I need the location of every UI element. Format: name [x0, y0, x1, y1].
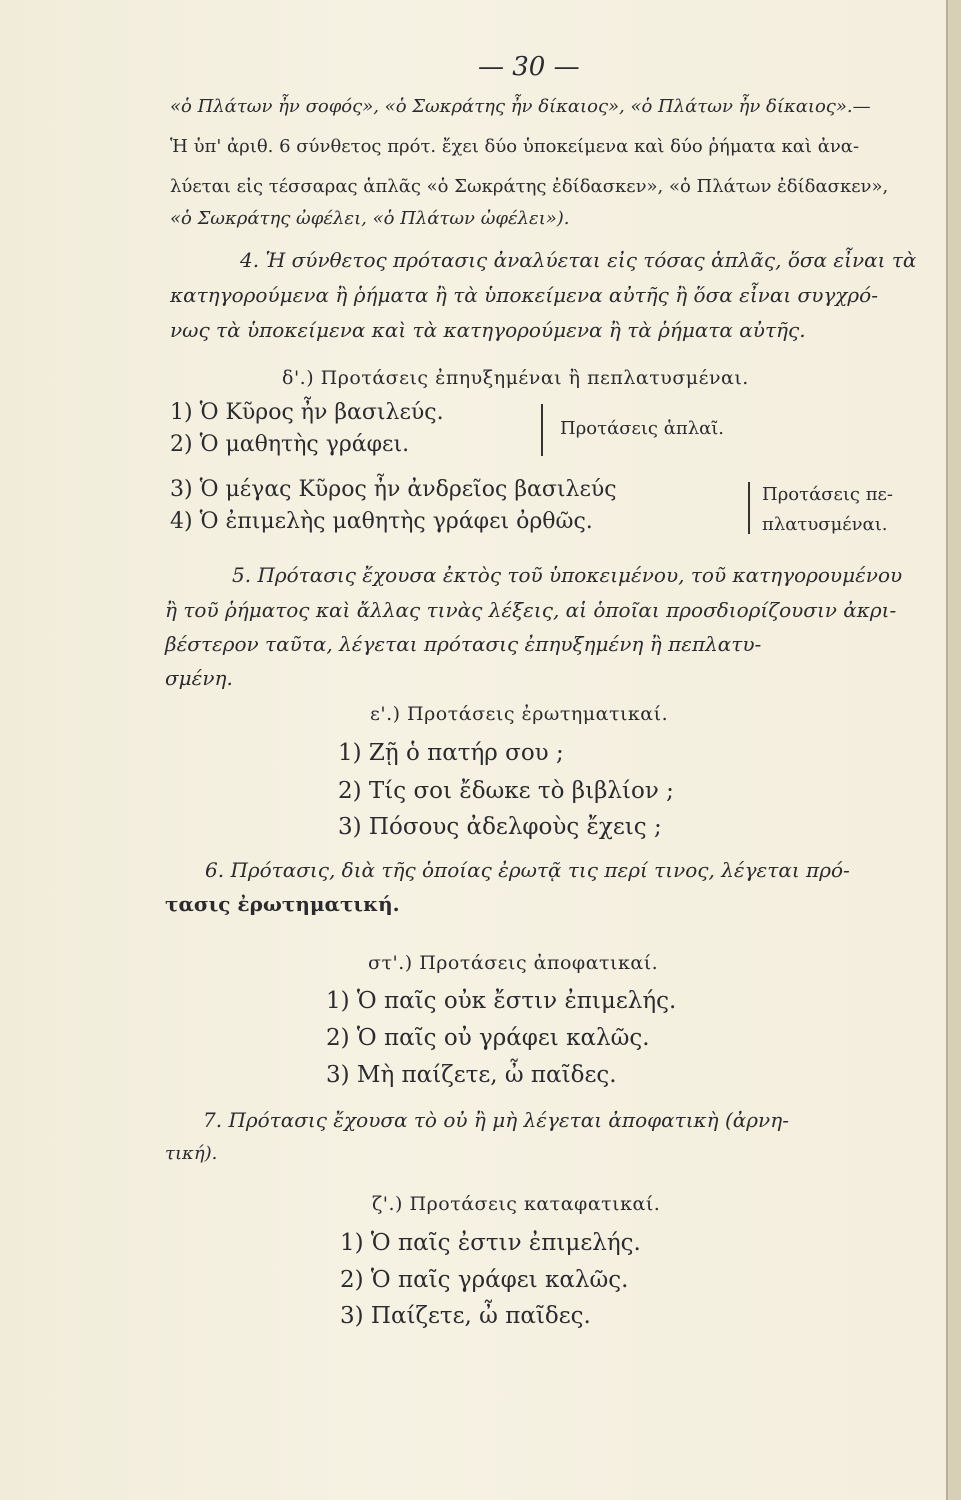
section-e-example-3: 3) Πόσους ἀδελφοὺς ἔχεις ; [338, 814, 662, 840]
label-simple: Προτάσεις ἁπλαῖ. [560, 418, 725, 439]
rule4-line-2: κατηγορούμενα ἢ ῥήματα ἢ τὰ ὑποκείμενα αὐτῆς ἢ ὅσα εἶναι συγχρό- [170, 283, 878, 307]
rule4-line-1: 4. Ἡ σύνθετος πρότασις ἀναλύεται εἰς τόσας ἁπλᾶς, ὅσα εἶναι τὰ [240, 248, 917, 272]
rule5-line-4: σμένη. [165, 666, 233, 690]
rule5-line-1: 5. Πρότασις ἔχουσα ἐκτὸς τοῦ ὑποκειμένου, τοῦ κατηγορουμένου [232, 563, 903, 587]
section-z-heading: ζ'.) Προτάσεις καταφατικαί. [372, 1193, 661, 1215]
intro-line-1: «ὁ Πλάτων ἦν σοφός», «ὁ Σωκράτης ἦν δίκαιος», «ὁ Πλάτων ἦν δίκαιος».— [170, 96, 871, 117]
rule5-line-3: βέστερον ταῦτα, λέγεται πρότασις ἐπηυξημένη ἢ πεπλατυ- [165, 632, 762, 656]
section-e-example-1: 1) Ζῇ ὁ πατήρ σου ; [338, 740, 564, 766]
section-d-example-2: 2) Ὁ μαθητὴς γράφει. [170, 432, 410, 457]
rule7-line-1: 7. Πρότασις ἔχουσα τὸ οὐ ἢ μὴ λέγεται ἀποφατικὴ (ἀρνη- [203, 1108, 789, 1132]
section-st-example-3: 3) Μὴ παίζετε, ὦ παῖδες. [326, 1062, 617, 1088]
intro-line-4: «ὁ Σωκράτης ὠφέλει, «ὁ Πλάτων ὠφέλει»). [170, 208, 570, 229]
section-d-heading: δ'.) Προτάσεις ἐπηυξημέναι ἢ πεπλατυσμέναι. [282, 367, 749, 389]
section-e-example-2: 2) Τίς σοι ἔδωκε τὸ βιβλίον ; [338, 778, 674, 804]
brace-extended [748, 482, 750, 534]
section-st-example-2: 2) Ὁ παῖς οὐ γράφει καλῶς. [326, 1025, 650, 1051]
section-st-heading: στ'.) Προτάσεις ἀποφατικαί. [368, 952, 659, 974]
section-z-example-1: 1) Ὁ παῖς ἐστιν ἐπιμελής. [340, 1230, 641, 1256]
rule5-line-2: ἢ τοῦ ῥήματος καὶ ἄλλας τινὰς λέξεις, αἱ ὁποῖαι προσδιορίζουσιν ἀκρι- [165, 598, 897, 622]
rule6-line-1: 6. Πρότασις, διὰ τῆς ὁποίας ἐρωτᾷ τις περί τινος, λέγεται πρό- [205, 858, 850, 882]
intro-line-3: λύεται εἰς τέσσαρας ἁπλᾶς «ὁ Σωκράτης ἐδίδασκεν», «ὁ Πλάτων ἐδίδασκεν», [170, 176, 889, 197]
section-d-example-3: 3) Ὁ μέγας Κῦρος ἦν ἀνδρεῖος βασιλεύς [170, 477, 617, 502]
section-z-example-3: 3) Παίζετε, ὦ παῖδες. [340, 1303, 591, 1329]
page-edge [946, 0, 961, 1500]
rule7-line-2: τική). [165, 1143, 218, 1164]
section-d-example-1: 1) Ὁ Κῦρος ἦν βασιλεύς. [170, 400, 444, 425]
rule4-line-3: νως τὰ ὑποκείμενα καὶ τὰ κατηγορούμενα ἢ τὰ ῥήματα αὐτῆς. [170, 318, 806, 342]
page-number: — 30 — [478, 52, 580, 82]
section-e-heading: ε'.) Προτάσεις ἐρωτηματικαί. [370, 703, 669, 725]
rule6-line-2: τασις ἐρωτηματική. [165, 892, 400, 916]
brace-simple [541, 404, 543, 456]
section-z-example-2: 2) Ὁ παῖς γράφει καλῶς. [340, 1267, 629, 1293]
section-d-example-4: 4) Ὁ ἐπιμελὴς μαθητὴς γράφει ὀρθῶς. [170, 509, 593, 534]
label-extended-2: πλατυσμέναι. [762, 514, 888, 535]
section-st-example-1: 1) Ὁ παῖς οὐκ ἔστιν ἐπιμελής. [326, 988, 677, 1014]
intro-line-2: Ἡ ὑπ' ἀριθ. 6 σύνθετος πρότ. ἔχει δύο ὑποκείμενα καὶ δύο ῥήματα καὶ ἀνα- [170, 136, 860, 157]
label-extended-1: Προτάσεις πε- [762, 484, 893, 505]
